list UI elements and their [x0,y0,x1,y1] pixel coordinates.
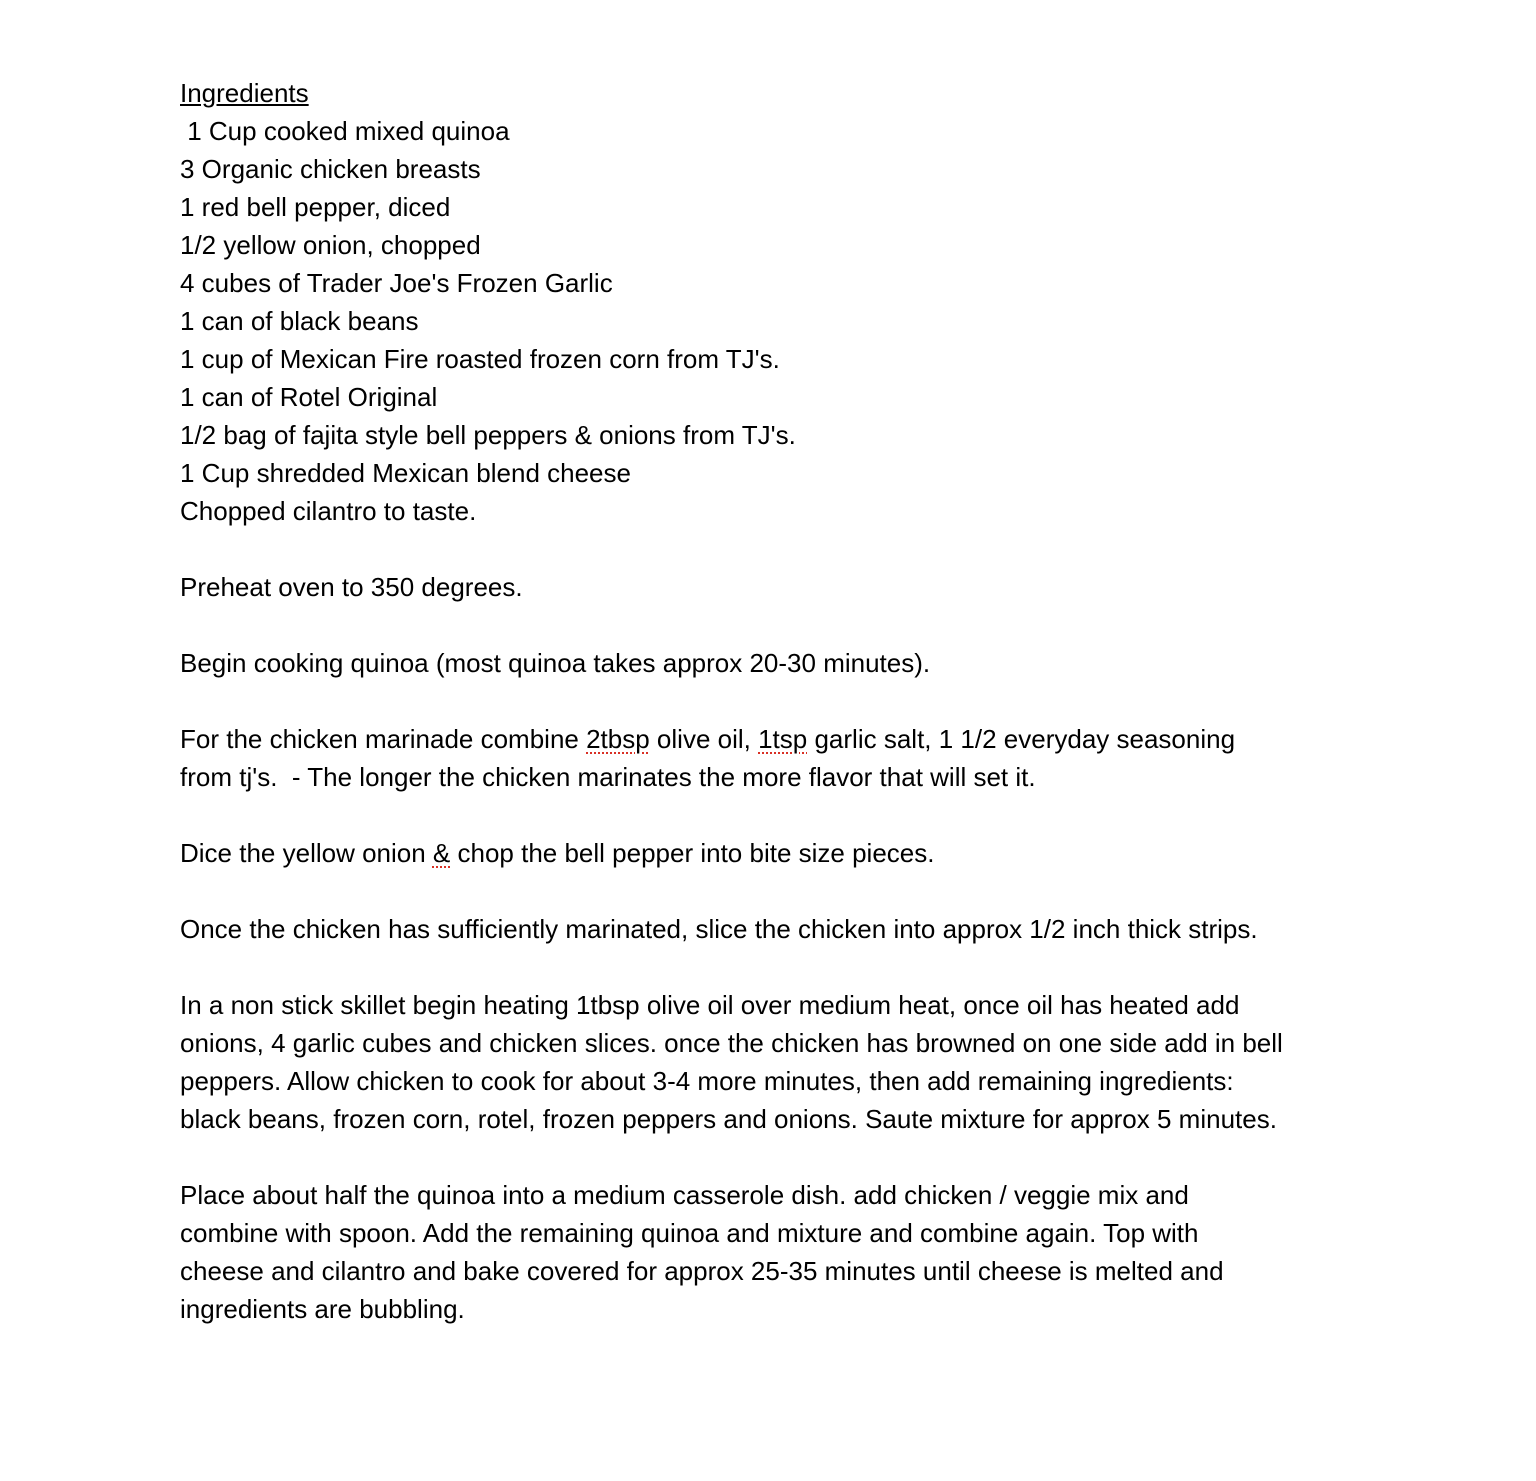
step-preheat: Preheat oven to 350 degrees. [180,572,523,602]
step-slice: Once the chicken has sufficiently marinated, slice the chicken into approx 1/2 inch thick strips. [180,914,1258,944]
marinade-line-2: from tj's. - The longer the chicken marinates the more flavor that will set it. [180,762,1036,792]
ingredient-item: 1 red bell pepper, diced [180,192,451,222]
bake-line: Place about half the quinoa into a medium casserole dish. add chicken / veggie mix and [180,1180,1189,1210]
ingredient-item: 1/2 yellow onion, chopped [180,230,481,260]
skillet-line: black beans, frozen corn, rotel, frozen peppers and onions. Saute mixture for approx 5 minutes. [180,1104,1277,1134]
spellcheck-word[interactable]: & [432,838,451,868]
skillet-line: In a non stick skillet begin heating 1tbsp olive oil over medium heat, once oil has heated add [180,990,1240,1020]
marinade-text: garlic salt, 1 1/2 everyday seasoning [807,724,1236,754]
ingredient-item: 3 Organic chicken breasts [180,154,481,184]
step-cook-quinoa: Begin cooking quinoa (most quinoa takes approx 20-30 minutes). [180,648,931,678]
skillet-line: onions, 4 garlic cubes and chicken slices. once the chicken has browned on one side add in bell [180,1028,1283,1058]
ingredient-item: 1/2 bag of fajita style bell peppers & onions from TJ's. [180,420,796,450]
ingredient-item: Chopped cilantro to taste. [180,496,477,526]
ingredient-item: 1 Cup cooked mixed quinoa [180,116,510,146]
marinade-text: olive oil, [649,724,759,754]
dice-text: chop the bell pepper into bite size pieces. [450,838,935,868]
document-body [180,74,1380,1328]
spellcheck-word[interactable]: 2tbsp [586,724,650,754]
ingredient-item: 1 Cup shredded Mexican blend cheese [180,458,631,488]
bake-line: ingredients are bubbling. [180,1294,465,1324]
bake-line: combine with spoon. Add the remaining quinoa and mixture and combine again. Top with [180,1218,1199,1248]
ingredient-item: 4 cubes of Trader Joe's Frozen Garlic [180,268,613,298]
marinade-line-1 [180,720,1380,758]
bake-line: cheese and cilantro and bake covered for approx 25-35 minutes until cheese is melted and [180,1256,1224,1286]
skillet-line: peppers. Allow chicken to cook for about 3-4 more minutes, then add remaining ingredients: [180,1066,1234,1096]
marinade-text: For the chicken marinade combine [180,724,587,754]
ingredients-heading: Ingredients [180,78,309,108]
ingredient-item: 1 can of Rotel Original [180,382,438,412]
ingredients-list [180,112,1380,530]
step-bake [180,1176,1380,1328]
ingredient-item: 1 cup of Mexican Fire roasted frozen corn from TJ's. [180,344,780,374]
step-skillet [180,986,1380,1138]
ingredient-item: 1 can of black beans [180,306,419,336]
dice-text: Dice the yellow onion [180,838,433,868]
step-dice [180,834,1380,872]
step-marinade [180,720,1380,796]
spellcheck-word[interactable]: 1tsp [758,724,808,754]
